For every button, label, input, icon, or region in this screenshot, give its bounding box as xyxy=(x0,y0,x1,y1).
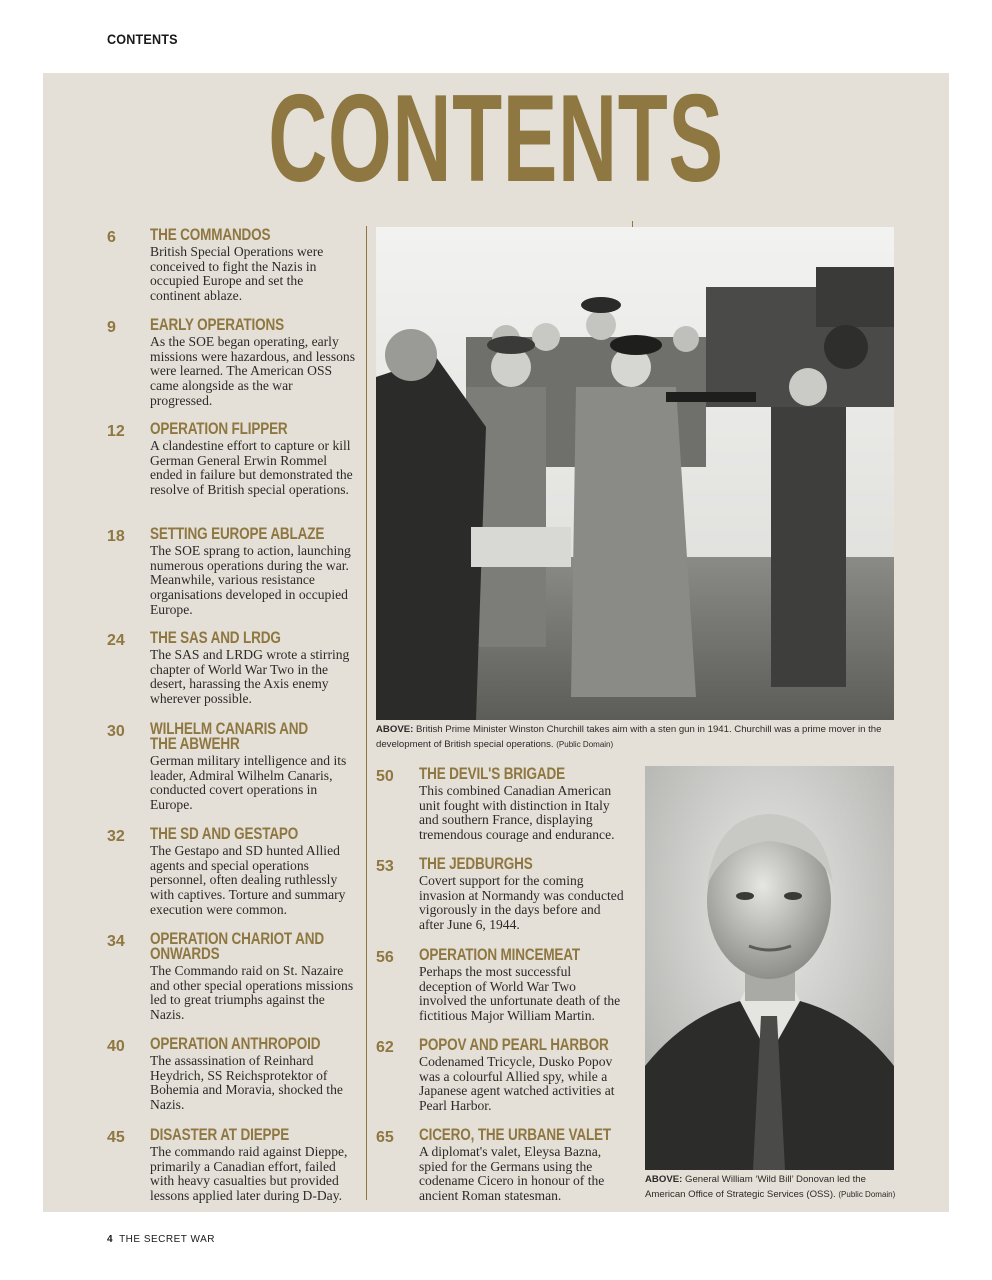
entry-page-number: 45 xyxy=(107,1129,125,1146)
entry-title: WILHELM CANARIS AND THE ABWEHR xyxy=(150,720,308,753)
entry-description: German military intelligence and its leader, Admiral Wilhelm Canaris, conducted covert operations in Europe. xyxy=(150,753,347,813)
caption-credit: (Public Domain) xyxy=(838,1190,896,1199)
entry-description: Perhaps the most successful deception of World War Two involved the unfortunate death of the fictitious Major William Martin. xyxy=(419,964,621,1024)
entry-description: This combined Canadian American unit fought with distinction in Italy and southern France, displaying tremendous courage and endurance. xyxy=(419,783,615,843)
entry-page-number: 34 xyxy=(107,933,125,950)
entry-description: British Special Operations were conceived to fight the Nazis in occupied Europe and set the continent ablaze. xyxy=(150,244,324,304)
entry-page-number: 62 xyxy=(376,1039,394,1056)
entry-page-number: 18 xyxy=(107,528,125,545)
entry-description: The assassination of Reinhard Heydrich, SS Reichsprotektor of Bohemia and Moravia, shocked the Nazis. xyxy=(150,1053,343,1113)
page-title: CONTENTS xyxy=(268,70,724,208)
publication-name: THE SECRET WAR xyxy=(119,1234,215,1245)
page-footer xyxy=(107,1234,215,1245)
entry-title: THE JEDBURGHS xyxy=(419,855,533,873)
entry-title: THE SAS AND LRDG xyxy=(150,629,281,647)
entry-page-number: 50 xyxy=(376,768,394,785)
caption-label: ABOVE: xyxy=(645,1174,683,1185)
entry-title: THE DEVIL'S BRIGADE xyxy=(419,765,565,783)
entry-title: OPERATION MINCEMEAT xyxy=(419,946,581,964)
entry-description: The Gestapo and SD hunted Allied agents and special operations personnel, often dealing ruthlessly with captives. Torture and summary execution were common. xyxy=(150,843,346,917)
entry-title: OPERATION ANTHROPOID xyxy=(150,1035,321,1053)
entry-page-number: 65 xyxy=(376,1129,394,1146)
entry-title: POPOV AND PEARL HARBOR xyxy=(419,1036,609,1054)
caption-label: ABOVE: xyxy=(376,724,414,735)
donovan-photo-caption xyxy=(645,1172,905,1202)
entry-page-number: 32 xyxy=(107,828,125,845)
entry-description: The commando raid against Dieppe, primarily a Canadian effort, failed with heavy casualties but provided lessons applied later during D-Day. xyxy=(150,1144,348,1204)
entry-page-number: 53 xyxy=(376,858,394,875)
entry-page-number: 40 xyxy=(107,1038,125,1055)
entry-title: OPERATION CHARIOT AND ONWARDS xyxy=(150,930,324,963)
donovan-portrait xyxy=(645,766,894,1170)
entry-description: The Commando raid on St. Nazaire and other special operations missions led to great triumphs against the Nazis. xyxy=(150,963,354,1023)
entry-description: The SAS and LRDG wrote a stirring chapter of World War Two in the desert, harassing the Axis enemy wherever possible. xyxy=(150,647,350,707)
caption-text: British Prime Minister Winston Churchill takes aim with a sten gun in 1941. Churchill was a prime mover in the development of British special operations. xyxy=(376,724,882,750)
churchill-photo xyxy=(376,227,894,720)
caption-credit: (Public Domain) xyxy=(556,740,614,749)
entry-page-number: 30 xyxy=(107,723,125,740)
running-head: CONTENTS xyxy=(107,31,178,47)
entry-title: THE COMMANDOS xyxy=(150,226,271,244)
churchill-photo-caption xyxy=(376,722,894,752)
entry-description: A diplomat's valet, Eleysa Bazna, spied for the Germans using the codename Cicero in honour of the ancient Roman statesman. xyxy=(419,1144,605,1204)
entry-title: EARLY OPERATIONS xyxy=(150,316,284,334)
entry-page-number: 56 xyxy=(376,949,394,966)
entry-title: CICERO, THE URBANE VALET xyxy=(419,1126,612,1144)
entry-description: As the SOE began operating, early missions were hazardous, and lessons were learned. The American OSS came alongside as the war progressed. xyxy=(150,334,356,408)
entry-description: Codenamed Tricycle, Dusko Popov was a colourful Allied spy, while a Japanese agent watched activities at Pearl Harbor. xyxy=(419,1054,615,1114)
entry-description: Covert support for the coming invasion at Normandy was conducted vigorously in the days before and after June 6, 1944. xyxy=(419,873,624,933)
entry-page-number: 24 xyxy=(107,632,125,649)
entry-description: A clandestine effort to capture or kill German General Erwin Rommel ended in failure but demonstrated the resolve of British special operations. xyxy=(150,438,353,498)
column-divider xyxy=(366,226,367,1200)
entry-title: SETTING EUROPE ABLAZE xyxy=(150,525,325,543)
entry-title: OPERATION FLIPPER xyxy=(150,420,288,438)
page-number: 4 xyxy=(107,1234,114,1245)
entry-description: The SOE sprang to action, launching numerous operations during the war. Meanwhile, various resistance organisations developed in occupied Europe. xyxy=(150,543,351,617)
entry-page-number: 6 xyxy=(107,229,116,246)
caption-text: General William ‘Wild Bill’ Donovan led the American Office of Strategic Services (OSS). xyxy=(645,1174,866,1200)
entry-title: THE SD AND GESTAPO xyxy=(150,825,299,843)
entry-page-number: 12 xyxy=(107,423,125,440)
entry-page-number: 9 xyxy=(107,319,116,336)
entry-title: DISASTER AT DIEPPE xyxy=(150,1126,290,1144)
